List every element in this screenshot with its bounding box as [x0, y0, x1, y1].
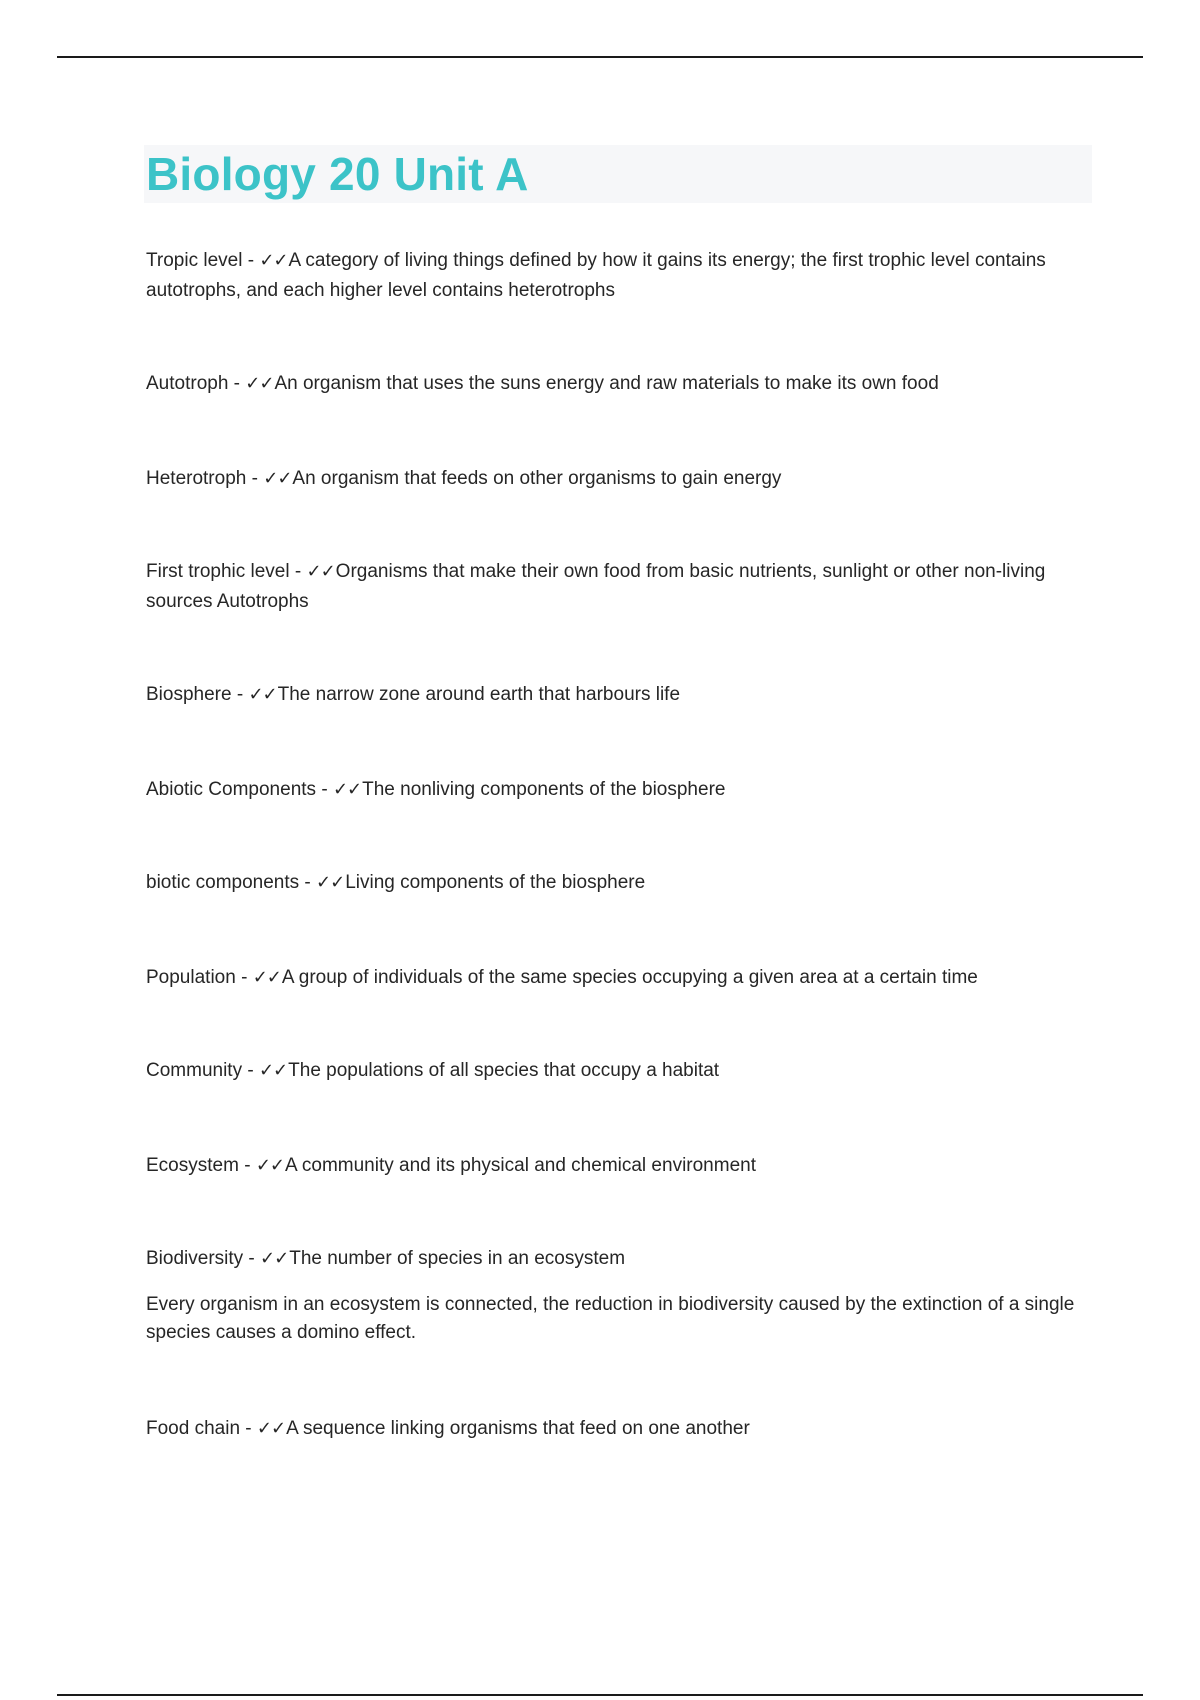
- entry-separator: -: [299, 872, 317, 893]
- double-check-icon: ✓✓: [263, 468, 292, 489]
- entry-separator: -: [242, 250, 260, 271]
- page-title: Biology 20 Unit A: [146, 148, 529, 200]
- entry-community: [146, 1056, 1096, 1086]
- entry-term: biotic components: [146, 872, 300, 893]
- double-check-icon: ✓✓: [256, 1418, 286, 1439]
- entry-term: Community: [146, 1060, 243, 1081]
- entry-term: Food chain: [146, 1418, 241, 1439]
- entry-separator: -: [289, 561, 307, 582]
- entry-definition: The populations of all species that occupy a habitat: [288, 1060, 720, 1081]
- entry-term: Abiotic Components: [146, 779, 317, 800]
- double-check-icon: ✓✓: [259, 250, 288, 271]
- entry-term: Ecosystem: [146, 1155, 239, 1176]
- top-rule: [57, 56, 1143, 58]
- entry-definition: The number of species in an ecosystem: [289, 1248, 626, 1269]
- entry-term: Population: [146, 967, 236, 988]
- entry-biosphere: [146, 680, 1096, 710]
- entry-definition: An organism that uses the suns energy and raw materials to make its own food: [274, 373, 939, 394]
- entry-first-trophic-level: [146, 557, 1096, 617]
- double-check-icon: ✓✓: [260, 1248, 289, 1269]
- entry-definition: Living components of the biosphere: [345, 872, 646, 893]
- entry-term: First trophic level: [146, 561, 290, 582]
- entry-biotic-components: [146, 868, 1096, 898]
- double-check-icon: ✓✓: [248, 684, 277, 705]
- entry-separator: -: [240, 1418, 257, 1439]
- entry-term: Tropic level: [146, 250, 243, 271]
- entry-term: Biodiversity: [146, 1248, 244, 1269]
- entry-definition: A sequence linking organisms that feed on one another: [286, 1418, 750, 1439]
- entry-separator: -: [246, 468, 264, 489]
- double-check-icon: ✓✓: [306, 561, 335, 582]
- entry-heterotroph: [146, 464, 1096, 494]
- entry-ecosystem: [146, 1151, 1096, 1181]
- bottom-rule: [57, 1694, 1143, 1696]
- entry-autotroph: [146, 369, 1096, 399]
- double-check-icon: ✓✓: [316, 872, 345, 893]
- entry-food-chain: [146, 1414, 1096, 1444]
- entry-separator: -: [238, 1155, 256, 1176]
- entry-population: [146, 963, 1096, 993]
- entry-definition: A group of individuals of the same species occupying a given area at a certain time: [281, 967, 978, 988]
- double-check-icon: ✓✓: [258, 1060, 288, 1081]
- entry-definition: Organisms that make their own food from basic nutrients, sunlight or other non-living sources Autotrophs: [146, 561, 1046, 612]
- entry-separator: -: [316, 779, 333, 800]
- entry-separator: -: [235, 967, 253, 988]
- entry-tropic-level: [146, 246, 1096, 306]
- entry-separator: -: [243, 1248, 261, 1269]
- entry-term: Autotroph: [146, 373, 229, 394]
- double-check-icon: ✓✓: [255, 1155, 284, 1176]
- entry-separator: -: [228, 373, 246, 394]
- entry-separator: -: [242, 1060, 259, 1081]
- entry-definition: The narrow zone around earth that harbours life: [277, 684, 681, 705]
- entry-biodiversity: [146, 1244, 1096, 1274]
- entry-definition: A category of living things defined by how it gains its energy; the first trophic level contains autotrophs, and each higher level contains heterotrophs: [146, 250, 1046, 301]
- entry-definition: A community and its physical and chemical environment: [284, 1155, 756, 1176]
- entry-abiotic-components: [146, 775, 1096, 805]
- entry-definition: An organism that feeds on other organisms to gain energy: [292, 468, 782, 489]
- double-check-icon: ✓✓: [332, 779, 362, 800]
- entry-term: Biosphere: [146, 684, 232, 705]
- entry-separator: -: [231, 684, 249, 705]
- entry-term: Heterotroph: [146, 468, 247, 489]
- entry-definition: The nonliving components of the biosphere: [362, 779, 726, 800]
- double-check-icon: ✓✓: [245, 373, 274, 394]
- double-check-icon: ✓✓: [252, 967, 281, 988]
- biodiversity-note: Every organism in an ecosystem is connected, the reduction in biodiversity caused by the extinction of a single species causes a domino effect.: [146, 1294, 1075, 1343]
